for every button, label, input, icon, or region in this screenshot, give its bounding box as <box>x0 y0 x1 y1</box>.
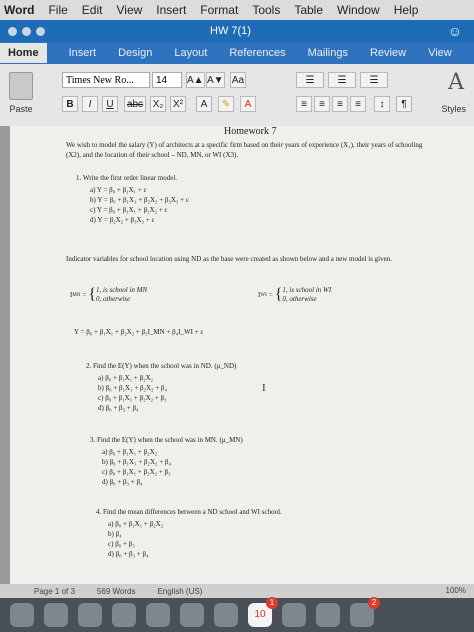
iwi-definition: I WI = { 1, is school in WI 0, otherwise <box>258 286 332 303</box>
q3-option-d: d) β₀ + β₃ + β₄ <box>102 478 143 486</box>
menu-format[interactable]: Format <box>200 3 239 17</box>
feedback-smiley-icon[interactable]: ☺ <box>447 23 462 39</box>
q3-option-b: b) β₀ + β₁X₁ + β₂X₂ + β₄ <box>102 458 171 466</box>
menu-view[interactable]: View <box>116 3 143 17</box>
q4-option-c: c) β₀ + β₃ <box>108 540 135 548</box>
q1-option-d: d) Y = β₂X₂ + β₃X₃ + ε <box>90 216 155 224</box>
notification-badge: 2 <box>368 597 380 609</box>
document-canvas <box>0 126 474 584</box>
question-3: 3. Find the E(Y) when the school was in MN. (μ_MN) <box>90 436 243 444</box>
page-title: Homework 7 <box>224 126 277 137</box>
multilevel-list-icon[interactable]: ☰ <box>360 72 388 88</box>
page-count[interactable]: Page 1 of 3 <box>34 586 75 596</box>
q1-option-b: b) Y = β₀ + β₁X₁ + β₂X₂ + β₃X₃ + ε <box>90 196 189 204</box>
tab-layout[interactable]: Layout <box>174 47 208 59</box>
q2-option-b: b) β₀ + β₁X₁ + β₂X₂ + β₄ <box>98 384 167 392</box>
document-page[interactable] <box>10 126 474 584</box>
font-name-select[interactable]: Times New Ro... <box>62 72 150 88</box>
tab-insert[interactable]: Insert <box>68 47 97 59</box>
q3-option-a: a) β₀ + β₁X₁ + β₂X₂ <box>102 448 158 456</box>
dock-app-icon[interactable] <box>112 603 136 627</box>
menu-tools[interactable]: Tools <box>252 3 281 17</box>
numbering-icon[interactable]: ☰ <box>328 72 356 88</box>
change-case-button[interactable]: Aa <box>230 72 246 88</box>
bold-button[interactable]: B <box>62 96 78 112</box>
bullets-icon[interactable]: ☰ <box>296 72 324 88</box>
clipboard-icon <box>9 72 33 100</box>
dock-app-icon[interactable] <box>350 598 377 627</box>
dock-app-icon[interactable] <box>10 603 34 627</box>
align-left-icon[interactable]: ≡ <box>296 96 312 112</box>
menu-edit[interactable]: Edit <box>81 3 103 17</box>
notification-badge: 1 <box>266 597 278 609</box>
document-title: HW 7(1) <box>210 25 251 37</box>
menu-bar <box>0 0 474 20</box>
tab-home[interactable]: Home <box>0 43 47 63</box>
dock <box>0 598 474 632</box>
title-bar <box>0 20 474 42</box>
text-effects-button[interactable]: A <box>196 96 212 112</box>
imn-definition: I MN = { 1, is school in MN 0, otherwise <box>70 286 148 303</box>
align-center-icon[interactable]: ≡ <box>314 96 330 112</box>
q2-option-a: a) β₀ + β₁X₁ + β₂X₂ <box>98 374 154 382</box>
underline-button[interactable]: U <box>102 96 118 112</box>
dock-app-icon[interactable] <box>316 603 340 627</box>
calendar-icon[interactable]: 10 1 <box>248 603 272 627</box>
menu-insert[interactable]: Insert <box>156 3 187 17</box>
styles-icon[interactable]: A <box>448 70 464 95</box>
close-window-button[interactable] <box>8 27 17 36</box>
paste-label: Paste <box>9 104 33 114</box>
highlight-icon[interactable]: ✎ <box>218 96 234 112</box>
tab-references[interactable]: References <box>229 47 286 59</box>
q2-option-c: c) β₀ + β₁X₁ + β₂X₂ + β₃ <box>98 394 167 402</box>
menu-help[interactable]: Help <box>393 3 419 17</box>
font-color-button[interactable]: A <box>240 96 256 112</box>
q4-option-d: d) β₀ + β₃ + β₄ <box>108 550 149 558</box>
menu-file[interactable]: File <box>48 3 68 17</box>
tab-mailings[interactable]: Mailings <box>307 47 348 59</box>
tab-review[interactable]: Review <box>369 47 407 59</box>
tab-view[interactable]: View <box>428 47 452 59</box>
q3-option-c: c) β₀ + β₁X₁ + β₂X₂ + β₃ <box>102 468 171 476</box>
question-1: 1. Write the first order linear model. <box>76 174 178 182</box>
word-count[interactable]: 569 Words <box>96 586 136 596</box>
q1-option-c: c) Y = β₀ + β₁X₁ + β₂X₂ + ε <box>90 206 168 214</box>
paste-button[interactable] <box>4 72 38 114</box>
dock-app-icon[interactable] <box>44 603 68 627</box>
zoom-level[interactable]: 100% <box>445 586 466 595</box>
q4-option-a: a) β₀ + β₁X₁ + β₂X₂ <box>108 520 164 528</box>
strikethrough-button[interactable]: abc <box>124 96 146 112</box>
sort-icon[interactable]: ↕ <box>374 96 390 112</box>
q2-option-d: d) β₀ + β₃ + β₄ <box>98 404 139 412</box>
status-bar <box>0 584 474 598</box>
ribbon <box>0 64 474 127</box>
q4-option-b: b) β₄ <box>108 530 122 538</box>
indicator-paragraph: Indicator variables for school location using ND as the base were created as shown below and a new model is given. <box>66 255 392 263</box>
model-equation: Y = β₀ + β₁X₁ + β₂X₂ + β₃I_MN + β₄I_WI + ε <box>74 328 204 336</box>
dock-app-icon[interactable] <box>78 603 102 627</box>
dock-app-icon[interactable] <box>180 603 204 627</box>
question-4: 4. Find the mean differences between a ND school and WI school. <box>96 508 282 516</box>
dock-app-icon[interactable] <box>214 603 238 627</box>
superscript-button[interactable]: X² <box>170 96 186 112</box>
zoom-window-button[interactable] <box>36 27 45 36</box>
shrink-font-button[interactable]: A▼ <box>206 72 225 88</box>
text-cursor-icon: I <box>262 382 266 394</box>
subscript-button[interactable]: X₂ <box>150 96 166 112</box>
dock-app-icon[interactable] <box>146 603 170 627</box>
justify-icon[interactable]: ≡ <box>350 96 366 112</box>
q1-option-a: a) Y = β₀ + β₁X₁ + ε <box>90 186 147 194</box>
menu-app-word[interactable]: Word <box>4 3 35 17</box>
align-right-icon[interactable]: ≡ <box>332 96 348 112</box>
dock-app-icon[interactable] <box>282 603 306 627</box>
minimize-window-button[interactable] <box>22 27 31 36</box>
font-size-select[interactable]: 14 <box>152 72 182 88</box>
question-2: 2. Find the E(Y) when the school was in ND. (μ_ND) <box>86 362 237 370</box>
intro-paragraph: We wish to model the salary (Y) of architects at a specific firm based on their years of experience (X₁), their years of schooling (X2), and the location of their school – ND, MN, or WI (X3). <box>66 141 423 159</box>
italic-button[interactable]: I <box>82 96 98 112</box>
tab-design[interactable]: Design <box>118 47 153 59</box>
ribbon-tab-bar <box>0 42 474 64</box>
language-status[interactable]: English (US) <box>157 586 203 596</box>
menu-table[interactable]: Table <box>294 3 324 17</box>
paragraph-mark-icon[interactable]: ¶ <box>396 96 412 112</box>
grow-font-button[interactable]: A▲ <box>186 72 205 88</box>
menu-window[interactable]: Window <box>337 3 380 17</box>
styles-label: Styles <box>441 104 466 114</box>
